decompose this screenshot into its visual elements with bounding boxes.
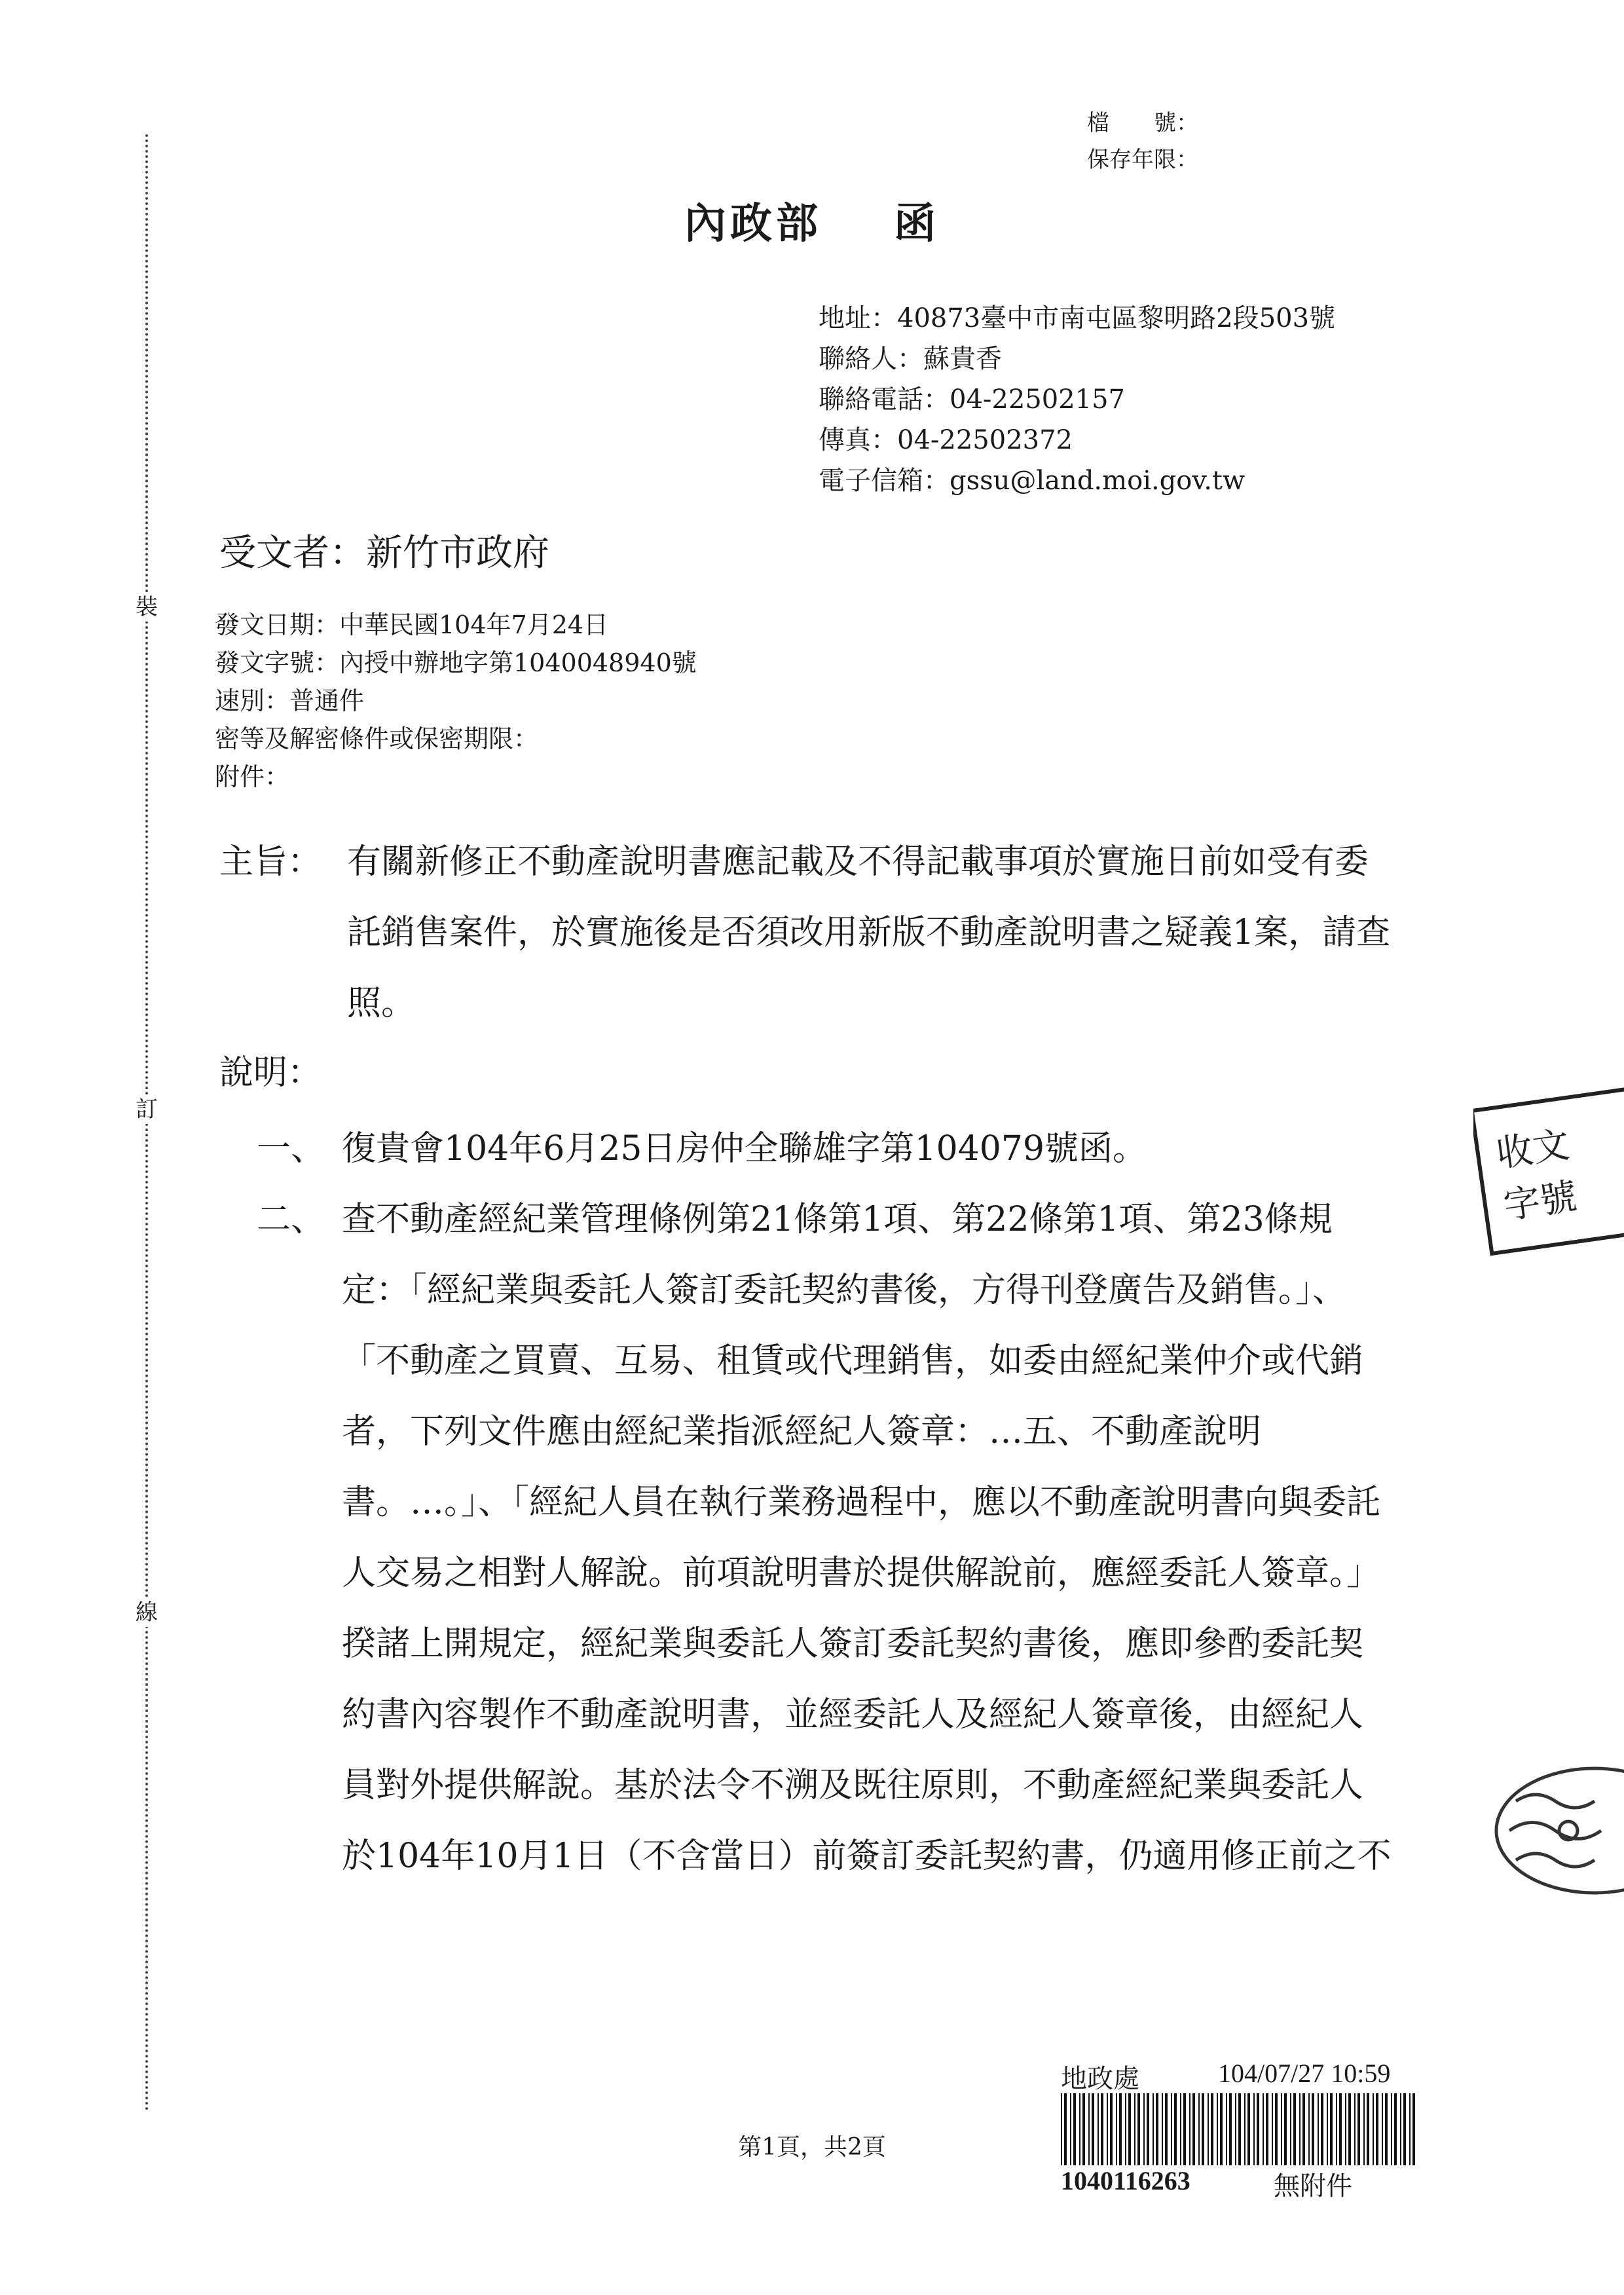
- barcode-bar: [1354, 2093, 1356, 2165]
- edge-stamp-text-2: 字號: [1501, 1175, 1579, 1228]
- barcode-bar: [1281, 2093, 1282, 2165]
- barcode-bar: [1098, 2093, 1099, 2165]
- barcode-bar: [1302, 2093, 1305, 2165]
- barcode-bar: [1385, 2093, 1388, 2165]
- barcode-bar: [1412, 2093, 1415, 2165]
- barcode-bar: [1134, 2093, 1135, 2165]
- dispatch-ref-number: 發文字號：內授中辦地字第1040048940號: [215, 648, 697, 677]
- item-number: 一、: [257, 1129, 325, 1168]
- receiving-office: 地政處: [1061, 2064, 1139, 2093]
- barcode-bar: [1143, 2093, 1145, 2165]
- receipt-datetime: 104/07/27 10:59: [1218, 2059, 1391, 2088]
- contact-person: 聯絡人：蘇貴香: [819, 344, 1002, 374]
- barcode-bar: [1088, 2093, 1090, 2165]
- barcode-bar: [1257, 2093, 1259, 2165]
- barcode-bar: [1400, 2093, 1401, 2165]
- barcode-bar: [1312, 2093, 1314, 2165]
- barcode-bar: [1061, 2093, 1062, 2165]
- barcode-bar: [1137, 2093, 1140, 2165]
- item-number: 二、: [257, 1200, 325, 1239]
- page-number: 第1頁，共2頁: [738, 2134, 886, 2161]
- barcode-bar: [1238, 2093, 1241, 2165]
- barcode-bar: [1244, 2093, 1246, 2165]
- subject-label: 主旨：: [219, 842, 322, 882]
- barcode-bar: [1202, 2093, 1204, 2165]
- barcode-bar: [1363, 2093, 1365, 2165]
- secrecy: 密等及解密條件或保密期限：: [215, 724, 539, 753]
- dispatch-meta: [215, 606, 697, 796]
- barcode-bar: [1070, 2093, 1071, 2165]
- barcode-bar: [1226, 2093, 1227, 2165]
- barcode-bar: [1153, 2093, 1154, 2165]
- barcode-bar: [1348, 2093, 1351, 2165]
- barcode-bar: [1293, 2093, 1296, 2165]
- barcode-bar: [1235, 2093, 1236, 2165]
- binding-mark-zhuang: 裝: [132, 593, 161, 622]
- contact-fax: 傳真：04-22502372: [819, 425, 1073, 455]
- retention-label: 保存年限：: [1087, 147, 1198, 173]
- barcode-bar: [1079, 2093, 1080, 2165]
- item-text: 復貴會104年6月25日房仲全聯雄字第104079號函。: [342, 1129, 1147, 1168]
- barcode-bar: [1162, 2093, 1163, 2165]
- barcode-bar: [1275, 2093, 1278, 2165]
- barcode-number: 1040116263: [1061, 2166, 1190, 2195]
- barcode: [1060, 2093, 1416, 2165]
- barcode-bar: [1367, 2093, 1369, 2165]
- barcode-bar: [1073, 2093, 1076, 2165]
- barcode-bar: [1119, 2093, 1122, 2165]
- item-text: 查不動產經紀業管理條例第21條第1項、第22條第1項、第23條規定：「經紀業與委託人簽訂委託契約書後，方得刊登廣告及銷售。」、「不動產之買賣、互易、租賃或代理銷售，如委由經紀業仲介或代銷者，下列文件應由經紀業指派經紀人簽章：…五、不動產說明書。…。」、「經紀人員在執行業務過程中，應以不動產說明書向與委託人交易之相對人解說。前項說明書於提供解說前，應經委託人簽章。」揆諸上開規定，經紀業與委託人簽訂委託契約書後，應即參酌委託契約書內容製作不動產說明書，並經委託人及經紀人簽章後，由經紀人員對外提供解說。基於法令不溯及既往原則，不動產經紀業與委託人於104年10月1日（不含當日）前簽訂委託契約書，仍適用修正前之不: [342, 1200, 1392, 1876]
- barcode-bar: [1211, 2093, 1213, 2165]
- file-number-label: 檔 號：: [1087, 110, 1198, 136]
- attachment-note: 無附件: [1274, 2171, 1352, 2201]
- barcode-bar: [1192, 2093, 1195, 2165]
- barcode-bar: [1110, 2093, 1113, 2165]
- barcode-bar: [1321, 2093, 1323, 2165]
- contact-address: 地址：40873臺中市南屯區黎明路2段503號: [819, 303, 1336, 333]
- barcode-bar: [1128, 2093, 1131, 2165]
- contact-phone: 聯絡電話：04-22502157: [819, 384, 1126, 415]
- barcode-bar: [1357, 2093, 1360, 2165]
- barcode-bar: [1183, 2093, 1186, 2165]
- barcode-bar: [1382, 2093, 1383, 2165]
- barcode-bar: [1373, 2093, 1374, 2165]
- binding-mark-ding: 訂: [132, 1095, 161, 1124]
- barcode-bar: [1180, 2093, 1181, 2165]
- barcode-bar: [1336, 2093, 1337, 2165]
- contact-email: 電子信箱：gssu@land.moi.gov.tw: [819, 466, 1246, 496]
- received-stamp-edge: [1473, 1087, 1624, 1258]
- recipient: 受文者：新竹市政府: [219, 532, 549, 574]
- barcode-bar: [1247, 2093, 1250, 2165]
- attachment: 附件：: [215, 762, 290, 791]
- barcode-bar: [1171, 2093, 1172, 2165]
- barcode-bar: [1263, 2093, 1264, 2165]
- file-meta: [1087, 105, 1198, 178]
- document-title: [0, 190, 1624, 250]
- barcode-bar: [1290, 2093, 1291, 2165]
- barcode-bar: [1082, 2093, 1085, 2165]
- urgency: 速別：普通件: [215, 686, 365, 715]
- barcode-bar: [1092, 2093, 1094, 2165]
- barcode-bar: [1318, 2093, 1319, 2165]
- barcode-bar: [1327, 2093, 1328, 2165]
- barcode-bar: [1330, 2093, 1333, 2165]
- barcode-bar: [1208, 2093, 1209, 2165]
- barcode-bar: [1394, 2093, 1397, 2165]
- barcode-bar: [1165, 2093, 1168, 2165]
- barcode-bar: [1147, 2093, 1149, 2165]
- barcode-bar: [1284, 2093, 1287, 2165]
- subject-text: 有關新修正不動產說明書應記載及不得記載事項於實施日前如受有委託銷售案件，於實施後是否須改用新版不動產說明書之疑義1案，請查照。: [347, 842, 1391, 1023]
- barcode-bar: [1376, 2093, 1378, 2165]
- barcode-bar: [1116, 2093, 1117, 2165]
- barcode-bar: [1125, 2093, 1126, 2165]
- barcode-bar: [1156, 2093, 1158, 2165]
- dispatch-date: 發文日期：中華民國104年7月24日: [215, 610, 609, 639]
- binding-mark-xian: 線: [132, 1598, 161, 1627]
- barcode-bar: [1409, 2093, 1411, 2165]
- barcode-bar: [1403, 2093, 1406, 2165]
- document-type: 函: [894, 199, 940, 248]
- barcode-bar: [1253, 2093, 1255, 2165]
- barcode-bar: [1174, 2093, 1177, 2165]
- barcode-bar: [1198, 2093, 1200, 2165]
- barcode-bar: [1266, 2093, 1268, 2165]
- edge-stamp-text-1: 收文: [1493, 1123, 1572, 1176]
- barcode-bar: [1189, 2093, 1190, 2165]
- barcode-bar: [1339, 2093, 1342, 2165]
- barcode-bar: [1345, 2093, 1346, 2165]
- barcode-bar: [1272, 2093, 1273, 2165]
- issuing-agency: 內政部: [684, 199, 822, 248]
- barcode-bar: [1229, 2093, 1232, 2165]
- barcode-bar: [1391, 2093, 1392, 2165]
- barcode-bar: [1101, 2093, 1103, 2165]
- contact-block: [819, 298, 1335, 501]
- barcode-bar: [1220, 2093, 1223, 2165]
- barcode-bar: [1308, 2093, 1310, 2165]
- explanation-label: 說明：: [219, 1053, 322, 1092]
- barcode-bar: [1107, 2093, 1108, 2165]
- barcode-bar: [1299, 2093, 1301, 2165]
- barcode-bar: [1217, 2093, 1218, 2165]
- seal-edge: [1470, 1755, 1624, 1906]
- barcode-bar: [1064, 2093, 1067, 2165]
